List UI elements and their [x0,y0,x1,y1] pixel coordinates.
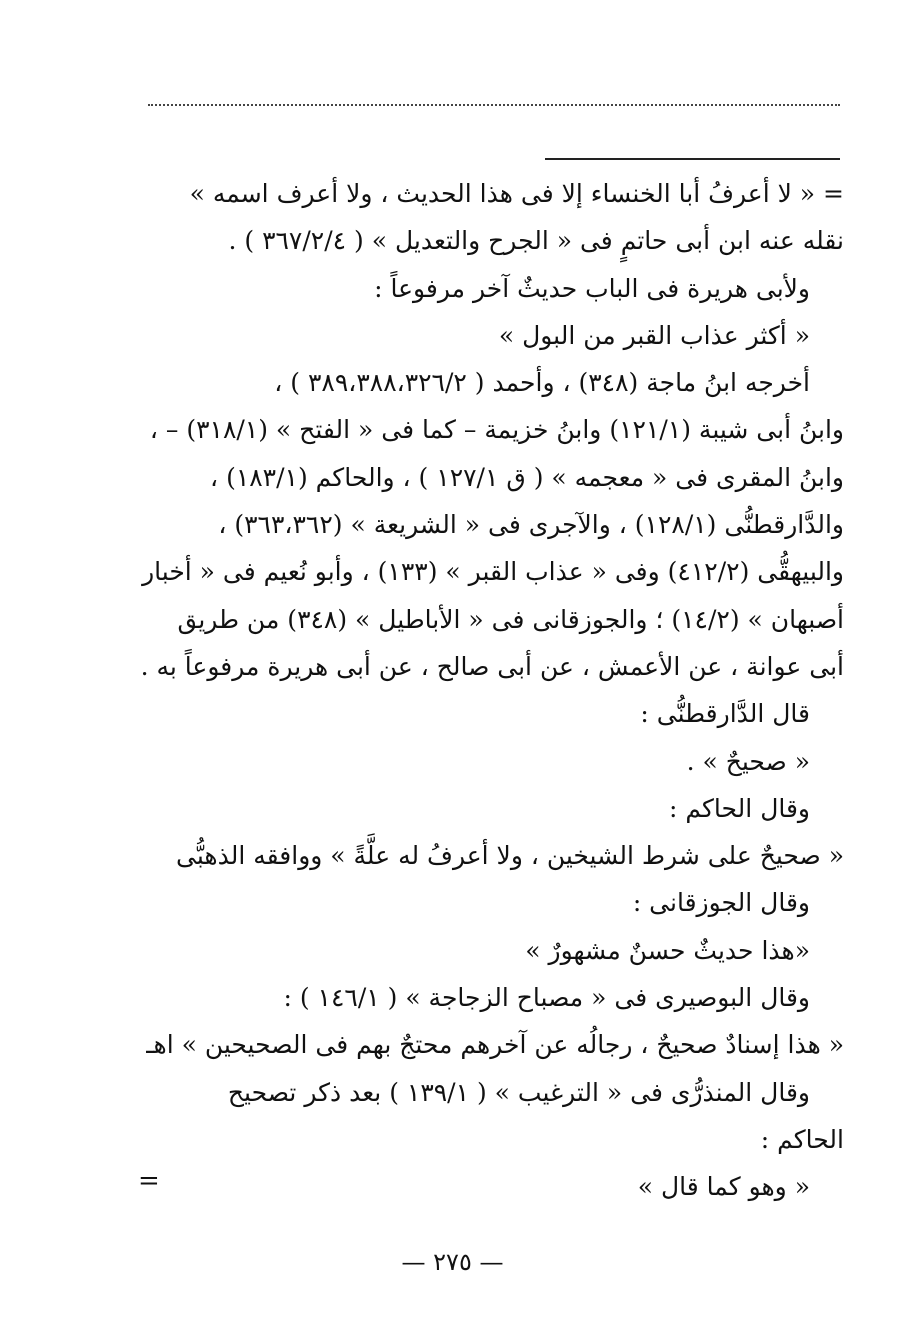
footnote-text [138,170,844,1211]
text-line: قال الدَّارقطنُّى : [640,699,810,729]
text-line: وقال الجوزقانى : [632,888,810,918]
footnote-separator-rule [545,158,840,160]
text-line: « هذا إسنادٌ صحيحٌ ، رجالُه عن آخرهم محتجٌ بهم فى الصحيحين » اهـ [146,1030,844,1060]
text-line: أخرجه ابنُ ماجة (٣٤٨) ، وأحمد ( ٣٨٩،٣٨٨،٣٢٦/٢ ) ، [274,368,810,398]
text-line: «هذا حديثٌ حسنٌ مشهورٌ » [525,935,810,965]
text-line: وابنُ المقرى فى « معجمه » ( ق ١٢٧/١ ) ، والحاكم (١٨٣/١) ، [210,462,844,492]
text-line: وقال البوصيرى فى « مصباح الزجاجة » ( ١٤٦/١ ) : [283,983,810,1013]
text-line: « أكثر عذاب القبر من البول » [498,320,810,350]
text-line: الحاكم : [760,1124,844,1154]
text-line: أصبهان » (١٤/٢) ؛ والجوزقانى فى « الأباطيل » (٣٤٨) من طريق [177,604,844,634]
continuation-marker: = [138,1166,160,1196]
text-line: والبيهقُّى (٤١٢/٢) وفى « عذاب القبر » (١٣٣) ، وأبو نُعيم فى « أخبار [142,557,844,587]
text-line: « صحيحٌ » . [686,746,810,776]
text-line: وقال الحاكم : [669,793,810,823]
text-line: « صحيحٌ على شرط الشيخين ، ولا أعرفُ له علَّةً » ووافقه الذهبُّى [176,841,844,871]
text-line: أبى عوانة ، عن الأعمش ، عن أبى صالح ، عن أبى هريرة مرفوعاً به . [140,651,844,681]
text-line: = « لا أعرفُ أبا الخنساء إلا فى هذا الحديث ، ولا أعرف اسمه » [189,179,844,208]
text-line: وابنُ أبى شيبة (١٢١/١) وابنُ خزيمة – كما فى « الفتح » (٣١٨/١) – ، [149,415,844,445]
text-line: والدَّارقطنُّى (١٢٨/١) ، والآجرى فى « الشريعة » (٣٦٣،٣٦٢) ، [218,510,844,540]
text-line: « وهو كما قال » [637,1172,810,1202]
text-line: نقله عنه ابن أبى حاتمٍ فى « الجرح والتعديل » ( ٣٦٧/٢/٤ ) . [228,226,844,256]
text-line: وقال المنذرُّى فى « الترغيب » ( ١٣٩/١ ) بعد ذكر تصحيح [227,1077,810,1107]
page-number: — ٢٧٥ — [401,1248,504,1276]
header-dotted-rule [148,104,840,106]
text-line: ولأبى هريرة فى الباب حديثٌ آخر مرفوعاً : [374,273,810,303]
